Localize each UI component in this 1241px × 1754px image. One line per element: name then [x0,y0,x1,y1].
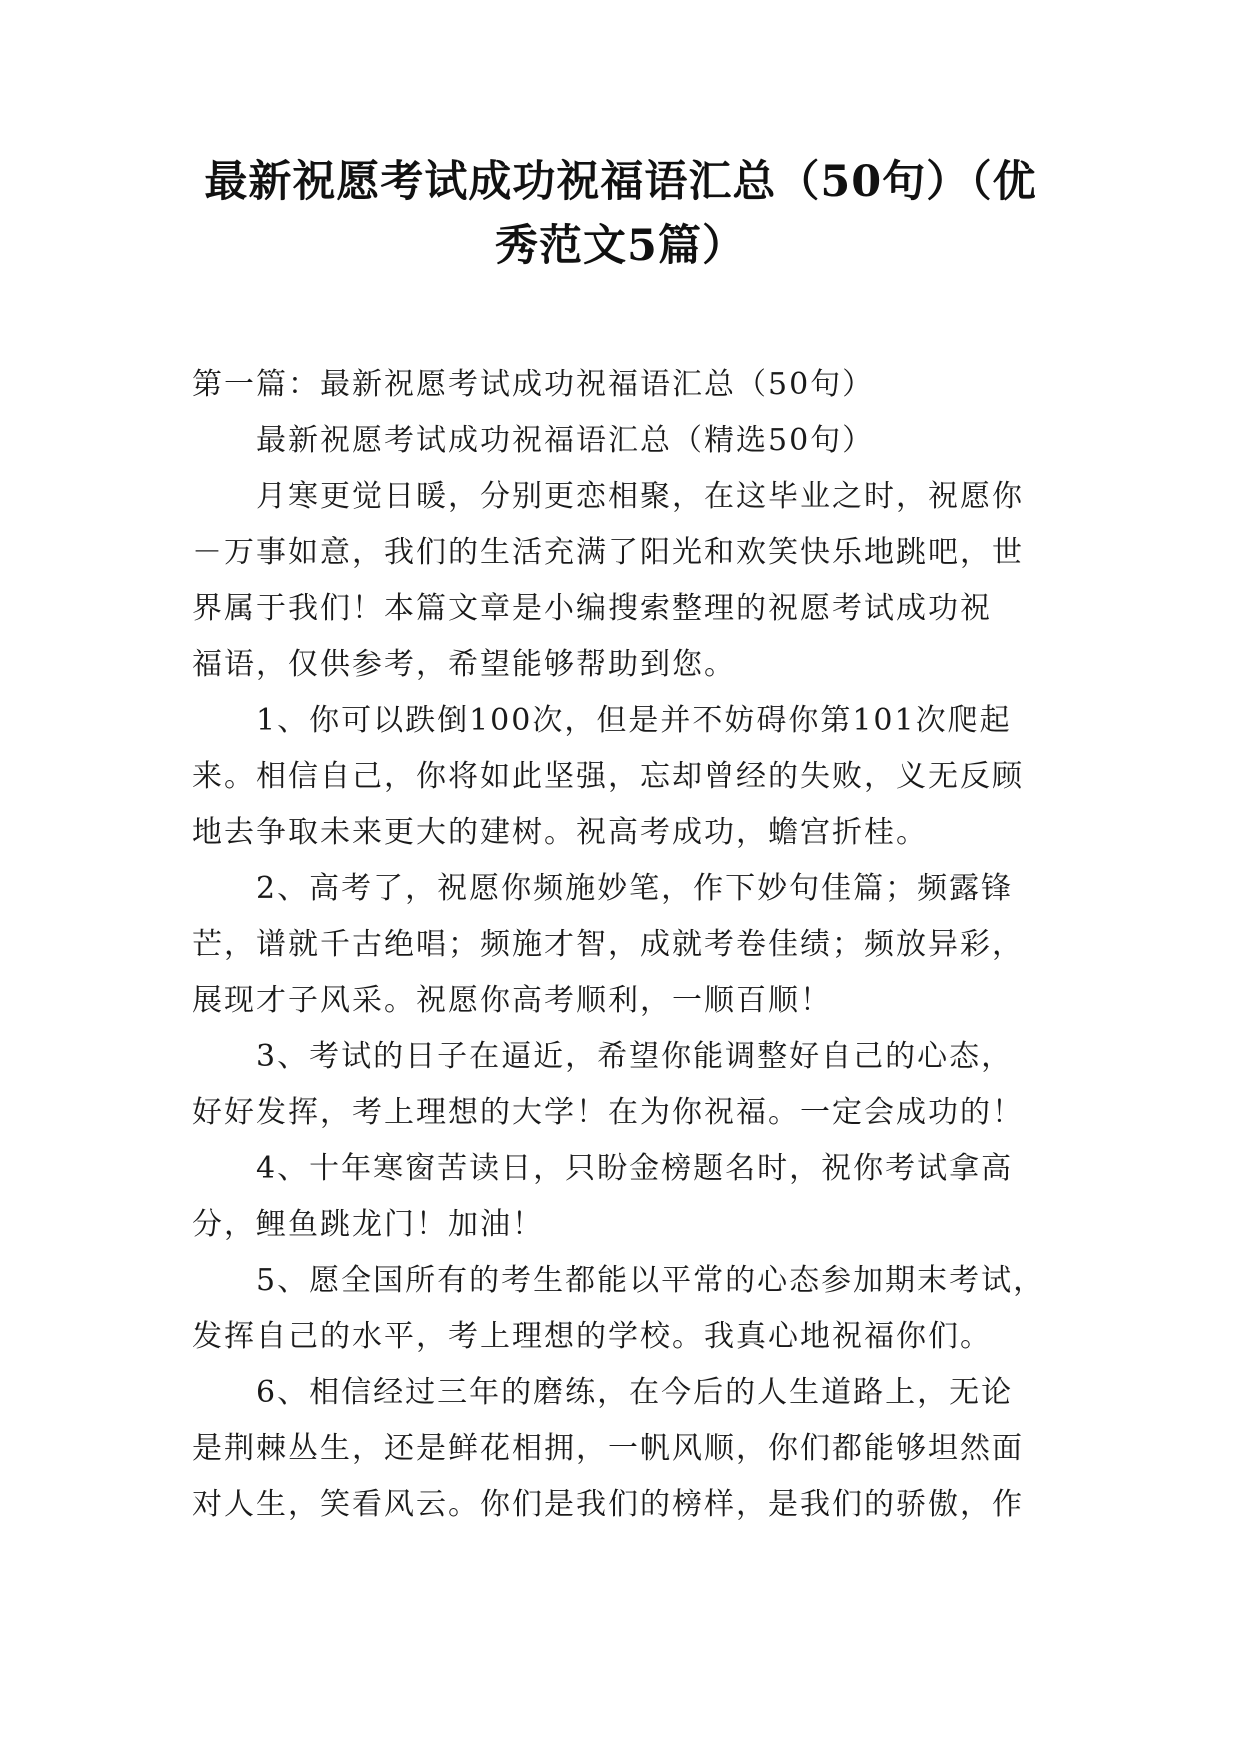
paragraph-line: 3、考试的日子在逼近，希望你能调整好自己的心态， [256,1039,1014,1074]
document-title-line: 秀范文5篇） [495,221,746,271]
document-title [150,150,1091,278]
paragraph-line: 月寒更觉日暖，分别更恋相聚，在这毕业之时，祝愿你 [256,479,1024,514]
paragraph-item-1 [192,693,1052,861]
paragraph-line: 芒，谱就千古绝唱；频施才智，成就考卷佳绩；频放异彩， [192,927,1024,962]
paragraph-item-2 [192,861,1052,1029]
paragraph-line: 分，鲤鱼跳龙门！加油！ [192,1207,544,1242]
document-title-line: 最新祝愿考试成功祝福语汇总（50句）（优 [204,157,1037,207]
paragraph-intro [192,469,1052,693]
paragraph-line: 界属于我们！本篇文章是小编搜索整理的祝愿考试成功祝 [192,591,992,626]
paragraph-line: 6、相信经过三年的磨练，在今后的人生道路上，无论 [256,1375,1014,1410]
paragraph-line: 是荆棘丛生，还是鲜花相拥，一帆风顺，你们都能够坦然面 [192,1431,1024,1466]
paragraph-line: 对人生，笑看风云。你们是我们的榜样，是我们的骄傲，作 [192,1487,1024,1522]
subtitle-text: 最新祝愿考试成功祝福语汇总（精选50句） [256,423,875,458]
paragraph-line: 5、愿全国所有的考生都能以平常的心态参加期末考试， [256,1263,1046,1298]
paragraph-line: 福语，仅供参考，希望能够帮助到您。 [192,647,736,682]
paragraph-line: 1、你可以跌倒100次，但是并不妨碍你第101次爬起 [256,703,1012,738]
section-heading-text: 第一篇：最新祝愿考试成功祝福语汇总（50句） [192,367,875,402]
paragraph-line: 4、十年寒窗苦读日，只盼金榜题名时，祝你考试拿高 [256,1151,1014,1186]
paragraph-line: 发挥自己的水平，考上理想的学校。我真心地祝福你们。 [192,1319,992,1354]
document-body [192,357,1052,1533]
paragraph-item-6 [192,1365,1052,1533]
subtitle [192,413,1052,469]
paragraph-item-4 [192,1141,1052,1253]
paragraph-line: 来。相信自己，你将如此坚强，忘却曾经的失败，义无反顾 [192,759,1024,794]
paragraph-line: －万事如意，我们的生活充满了阳光和欢笑快乐地跳吧，世 [192,535,1024,570]
paragraph-line: 好好发挥，考上理想的大学！在为你祝福。一定会成功的！ [192,1095,1024,1130]
paragraph-line: 展现才子风采。祝愿你高考顺利，一顺百顺！ [192,983,832,1018]
paragraph-line: 2、高考了，祝愿你频施妙笔，作下妙句佳篇；频露锋 [256,871,1014,906]
paragraph-line: 地去争取未来更大的建树。祝高考成功，蟾宫折桂。 [192,815,928,850]
paragraph-item-5 [192,1253,1052,1365]
paragraph-item-3 [192,1029,1052,1141]
section-heading [192,357,1052,413]
